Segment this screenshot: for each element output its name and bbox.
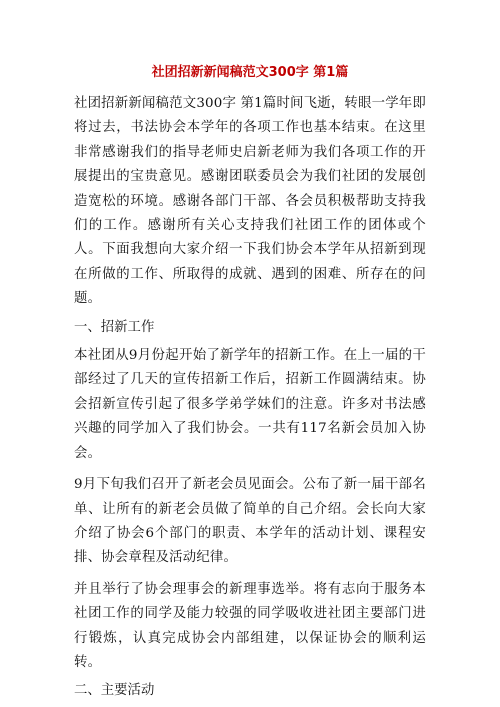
recruitment-paragraph: 本社团从9月份起开始了新学年的招新工作。在上一届的干部经过了几天的宣传招新工作后，招新工作圆满结束。协会招新宣传引起了很多学弟学妹们的注意。许多对书法感兴趣的同学加入了我们协会。一共有117名新会员加入协会。: [74, 348, 426, 461]
section-heading-recruitment: 一、招新工作: [74, 319, 155, 335]
section-heading-activities: 二、主要活动: [74, 683, 155, 699]
meeting-paragraph: 9月下旬我们召开了新老会员见面会。公布了新一届干部名单、让所有的新老会员做了简单的自己介绍。会长向大家介绍了协会6个部门的职责、本学年的活动计划、课程安排、协会章程及活动纪律。: [74, 477, 426, 566]
document-title: 社团招新新闻稿范文300字 第1篇: [151, 65, 349, 80]
election-paragraph: 并且举行了协会理事会的新理事选举。将有志向于服务本社团工作的同学及能力较强的同学吸收进社团主要部门进行锻炼，认真完成协会内部组建，以保证协会的顺利运转。: [74, 581, 426, 670]
intro-paragraph: 社团招新新闻稿范文300字 第1篇时间飞逝，转眼一学年即将过去，书法协会本学年的各项工作也基本结束。在这里非常感谢我们的指导老师史启新老师为我们各项工作的开展提出的宝贵意见。感谢团联委员会为我们社团的发展创造宽松的环境。感谢各部门干部、各会员积极帮助支持我们的工作。感谢所有关心支持我们社团工作的团体或个人。下面我想向大家介绍一下我们协会本学年从招新到现在所做的工作、所取得的成就、遇到的困难、所存在的问题。: [74, 96, 426, 307]
